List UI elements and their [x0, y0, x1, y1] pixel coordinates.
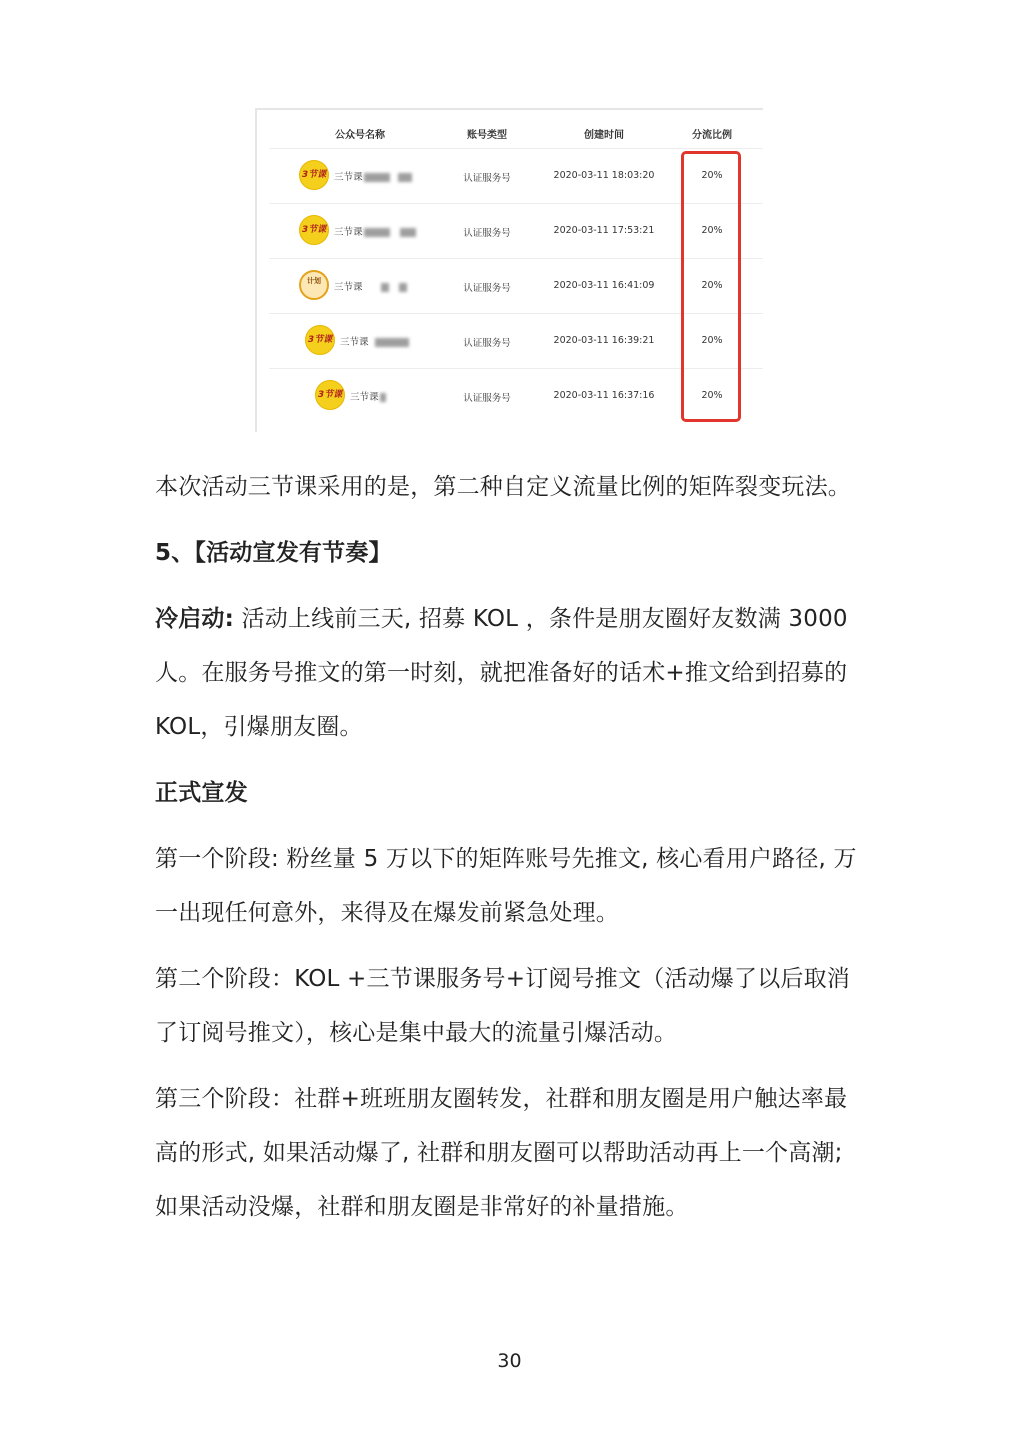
redacted-blur [364, 173, 390, 182]
account-name: 三节课 [334, 227, 363, 238]
ratio-highlight-box [681, 151, 741, 422]
account-logo-icon: 3节课 [305, 325, 335, 355]
account-type: 认证服务号 [463, 283, 511, 294]
account-name: 三节课 [340, 337, 369, 348]
heading-formal-launch: 正式宣发 [155, 780, 248, 806]
redacted-blur [399, 283, 407, 292]
paragraph-cold-start [155, 592, 867, 754]
paragraph-stage-1: 第一个阶段: 粉丝量 5 万以下的矩阵账号先推文, 核心看用户路径, 万一出现任何意外，来得及在爆发前紧急处理。 [155, 846, 857, 926]
account-name: 三节课 [334, 172, 363, 183]
account-name: 三节课 [350, 392, 379, 403]
paragraph-stage-3: 第三个阶段：社群+班班朋友圈转发，社群和朋友圈是用户触达率最高的形式, 如果活动爆了, 社群和朋友圈可以帮助活动再上一个高潮; 如果活动没爆，社群和朋友圈是非常好的补量措施。 [155, 1086, 848, 1220]
created-time: 2020-03-11 18:03:20 [553, 170, 655, 181]
account-type: 认证服务号 [463, 393, 511, 404]
account-logo-icon: 计划 [299, 270, 329, 300]
page-number: 30 [497, 1350, 522, 1372]
paragraph-stage-2: 第二个阶段：KOL +三节课服务号+订阅号推文（活动爆了以后取消了订阅号推文），核心是集中最大的流量引爆活动。 [155, 966, 850, 1046]
cold-start-label: 冷启动: [155, 606, 234, 632]
account-name: 三节课 [334, 282, 363, 293]
created-time: 2020-03-11 16:41:09 [553, 280, 655, 291]
split-ratio: 20% [701, 335, 723, 346]
header-account-type: 账号类型 [467, 130, 507, 141]
header-created-time: 创建时间 [584, 130, 624, 141]
header-account-name: 公众号名称 [335, 130, 385, 141]
account-split-table [255, 108, 763, 432]
split-ratio: 20% [701, 170, 723, 181]
header-split-ratio: 分流比例 [692, 130, 732, 141]
redacted-blur [380, 393, 386, 402]
account-logo-icon: 3节课 [299, 215, 329, 245]
created-time: 2020-03-11 16:37:16 [553, 390, 655, 401]
split-ratio: 20% [701, 225, 723, 236]
split-ratio: 20% [701, 280, 723, 291]
redacted-blur [398, 173, 412, 182]
redacted-blur [381, 283, 389, 292]
paragraph-matrix-method: 本次活动三节课采用的是，第二种自定义流量比例的矩阵裂变玩法。 [155, 474, 851, 500]
account-type: 认证服务号 [463, 338, 511, 349]
table-header [257, 110, 763, 148]
cold-start-text: 活动上线前三天, 招募 KOL ，条件是朋友圈好友数满 3000 人。在服务号推文的第一时刻，就把准备好的话术+推文给到招募的 KOL，引爆朋友圈。 [155, 606, 848, 740]
account-logo-icon: 3节课 [315, 380, 345, 410]
account-type: 认证服务号 [463, 228, 511, 239]
redacted-blur [375, 338, 409, 347]
section-heading-5: 5、【活动宣发有节奏】 [155, 540, 392, 566]
created-time: 2020-03-11 16:39:21 [553, 335, 655, 346]
split-ratio: 20% [701, 390, 723, 401]
account-logo-icon: 3节课 [299, 160, 329, 190]
account-type: 认证服务号 [463, 173, 511, 184]
redacted-blur [400, 228, 416, 237]
created-time: 2020-03-11 17:53:21 [553, 225, 655, 236]
redacted-blur [364, 228, 390, 237]
